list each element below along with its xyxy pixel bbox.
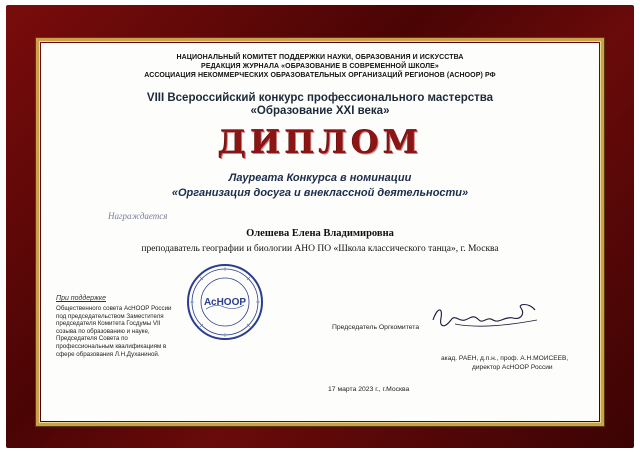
recipient-name: Олешева Елена Владимировна: [246, 228, 394, 239]
diploma-paper: [41, 43, 599, 421]
diploma-title: ДИПЛОМ: [217, 123, 423, 161]
nomination-line-2: «Организация досуга и внеклассной деятельности»: [171, 187, 469, 199]
support-line: профессиональным квалификациям в: [56, 342, 167, 350]
organization-seal: [186, 263, 264, 341]
signature: [425, 298, 545, 338]
header-line-3: АССОЦИАЦИЯ НЕКОММЕРЧЕСКИХ ОБРАЗОВАТЕЛЬНЫХ ОРГАНИЗАЦИЙ РЕГИОНОВ (АСНООР) РФ: [144, 72, 496, 79]
nomination-line-1: Лауреата Конкурса в номинации: [228, 172, 412, 184]
date-place: 17 марта 2023 г., г.Москва: [328, 386, 410, 393]
chair-label: Председатель Оргкомитета: [332, 324, 420, 331]
contest-line-1: VIII Всероссийский конкурс профессионального мастерства: [146, 92, 494, 104]
signatory-line-1: акад. РАЕН, д.п.н., проф. А.Н.МОИСЕЕВ,: [441, 355, 569, 362]
support-line: Общественного совета АсНООР России: [56, 305, 172, 312]
support-block: [56, 295, 172, 358]
header-line-1: НАЦИОНАЛЬНЫЙ КОМИТЕТ ПОДДЕРЖКИ НАУКИ, ОБРАЗОВАНИЯ И ИСКУССТВА: [176, 54, 464, 61]
awarded-label: Награждается: [108, 211, 168, 221]
support-line: созыва по образованию и науке,: [56, 327, 150, 335]
header-line-2: РЕДАКЦИЯ ЖУРНАЛА «ОБРАЗОВАНИЕ В СОВРЕМЕННОЙ ШКОЛЕ»: [201, 63, 439, 70]
support-title: При поддержке: [56, 295, 107, 302]
support-line: Председателя Совета по: [56, 335, 128, 343]
support-line: председателя Комитета Госдумы VII: [56, 320, 161, 328]
contest-line-2: «Образование XXI века»: [250, 105, 390, 117]
support-line: сфере образования Л.Н.Духаниной.: [56, 350, 160, 358]
recipient-position: преподаватель географии и биологии АНО ПО «Школа классического танца», г. Москва: [141, 244, 499, 254]
support-line: под председательством Заместителя: [56, 312, 164, 320]
seal-text: АсНООР: [203, 297, 247, 308]
signatory-line-2: директор АсНООР России: [472, 364, 553, 371]
support-lines: [56, 305, 172, 358]
